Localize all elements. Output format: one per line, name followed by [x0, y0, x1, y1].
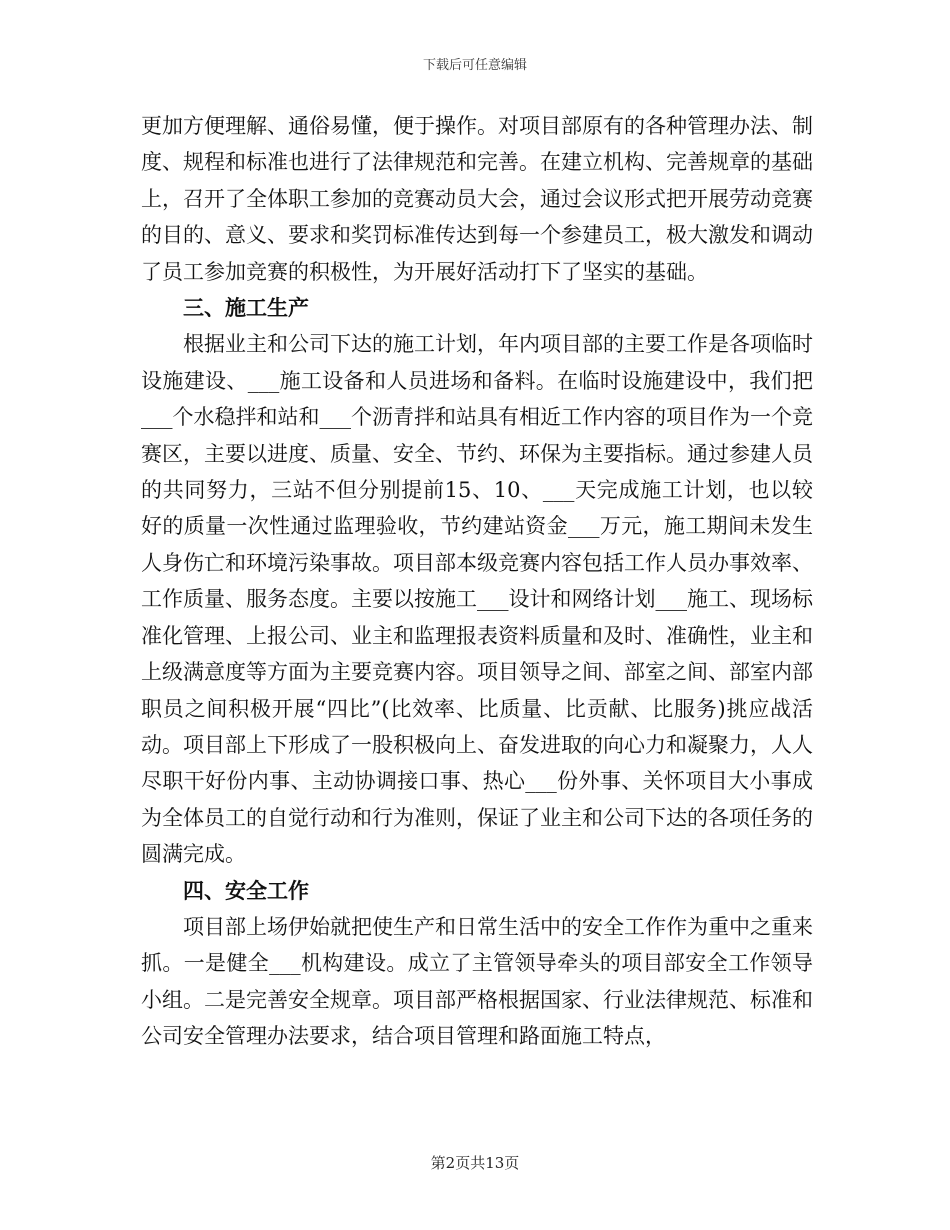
paragraph-construction: 根据业主和公司下达的施工计划，年内项目部的主要工作是各项临时设施建设、___施工设备和人员进场和备料。在临时设施建设中，我们把___个水稳拌和站和___个沥青拌和站具有相近工作内容的项目作为一个竞赛区，主要以进度、质量、安全、节约、环保为主要指标。通过参建人员的共同努力，三站不但分别提前15、10、___天完成施工计划，也以较好的质量一次性通过监理验收，节约建站资金___万元，施工期间未发生人身伤亡和环境污染事故。项目部本级竞赛内容包括工作人员办事效率、工作质量、服务态度。主要以按施工___设计和网络计划___施工、现场标准化管理、上报公司、业主和监理报表资料质量和及时、准确性，业主和上级满意度等方面为主要竞赛内容。项目领导之间、部室之间、部室内部职员之间积极开展“四比”(比效率、比质量、比贡献、比服务)挑应战活动。项目部上下形成了一股积极向上、奋发进取的向心力和凝聚力，人人尽职干好份内事、主动协调接口事、热心___份外事、关怀项目大小事成为全体员工的自觉行动和行为准则，保证了业主和公司下达的各项任务的圆满完成。 — [141, 332, 813, 867]
document-body — [141, 108, 813, 1055]
section-heading-safety: 四、安全工作 — [183, 877, 309, 903]
page-number-footer: 第2页共13页 — [430, 1154, 520, 1172]
section-heading-construction: 三、施工生产 — [183, 295, 309, 321]
paragraph-safety: 项目部上场伊始就把使生产和日常生活中的安全工作作为重中之重来抓。一是健全___机构建设。成立了主管领导牵头的项目部安全工作领导小组。二是完善安全规章。项目部严格根据国家、行业法律规范、标准和公司安全管理办法要求，结合项目管理和路面施工特点， — [141, 914, 813, 1049]
page-header: 下载后可任意编辑 — [422, 58, 527, 73]
paragraph-continued: 更加方便理解、通俗易懂，便于操作。对项目部原有的各种管理办法、制度、规程和标准也进行了法律规范和完善。在建立机构、完善规章的基础上，召开了全体职工参加的竞赛动员大会，通过会议形式把开展劳动竞赛的目的、意义、要求和奖罚标准传达到每一个参建员工，极大激发和调动了员工参加竞赛的积极性，为开展好活动打下了坚实的基础。 — [141, 114, 813, 284]
